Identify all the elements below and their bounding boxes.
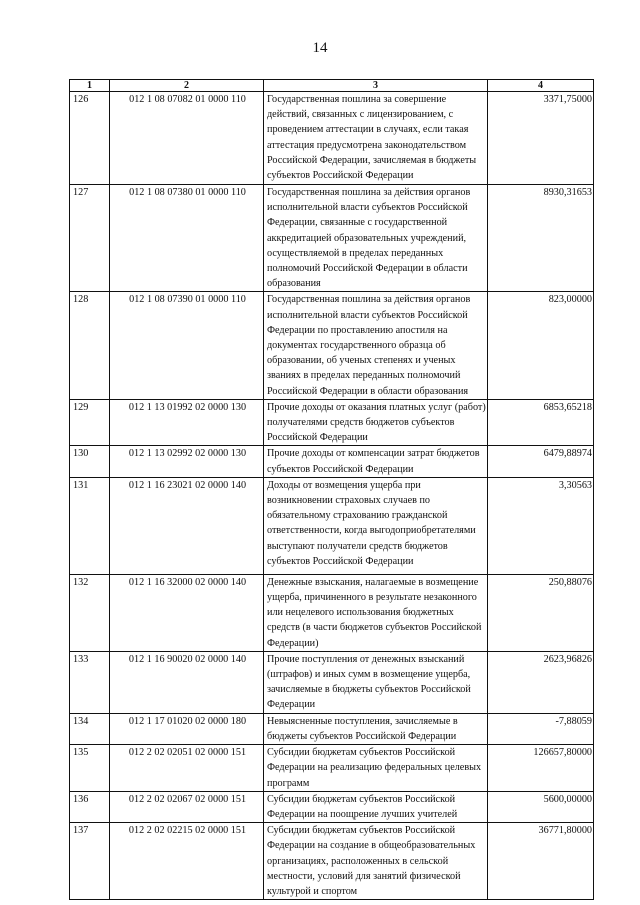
- amount: 6479,88974: [488, 446, 594, 477]
- header-col-1: 1: [70, 80, 110, 92]
- row-number: 129: [70, 399, 110, 446]
- budget-code: 012 1 13 02992 02 0000 130: [110, 446, 264, 477]
- table-row: [70, 185, 594, 292]
- table-row: [70, 651, 594, 713]
- revenue-name: Субсидии бюджетам субъектов Российской Федерации на реализацию федеральных целевых программ: [264, 745, 488, 792]
- table-row: [70, 477, 594, 574]
- table-row: [70, 574, 594, 651]
- row-number: 131: [70, 477, 110, 574]
- table-row: [70, 399, 594, 446]
- revenue-name: Государственная пошлина за действия органов исполнительной власти субъектов Российской Федерации по проставлению апостиля на документах государственного образца об образовании, об ученых степенях и ученых званиях в пределах переданных полномочий Российской Федерации в области образования: [264, 292, 488, 399]
- row-number: 134: [70, 713, 110, 744]
- budget-code: 012 1 16 32000 02 0000 140: [110, 574, 264, 651]
- table-row: [70, 713, 594, 744]
- amount: 3371,75000: [488, 92, 594, 185]
- revenue-name: Доходы от возмещения ущерба при возникновении страховых случаев по обязательному страхованию гражданской ответственности, когда выгодоприобретателями выступают получатели средств бюджетов субъектов Российской Федерации: [264, 477, 488, 574]
- amount: -7,88059: [488, 713, 594, 744]
- revenue-name: Прочие поступления от денежных взысканий (штрафов) и иных сумм в возмещение ущерба, зачисляемые в бюджеты субъектов Российской Федерации: [264, 651, 488, 713]
- amount: 3,30563: [488, 477, 594, 574]
- header-row: [70, 80, 594, 92]
- row-number: 130: [70, 446, 110, 477]
- amount: 823,00000: [488, 292, 594, 399]
- revenue-name: Прочие доходы от оказания платных услуг (работ) получателями средств бюджетов субъектов Российской Федерации: [264, 399, 488, 446]
- budget-code: 012 1 16 23021 02 0000 140: [110, 477, 264, 574]
- revenue-name: Государственная пошлина за действия органов исполнительной власти субъектов Российской Федерации, связанные с государственной аккредитацией образовательных учреждений, осуществляемой в пределах переданных полномочий Российской Федерации в области образования: [264, 185, 488, 292]
- budget-code: 012 1 08 07082 01 0000 110: [110, 92, 264, 185]
- amount: 126657,80000: [488, 745, 594, 792]
- row-number: 126: [70, 92, 110, 185]
- table-body: [70, 92, 594, 900]
- budget-code: 012 1 08 07390 01 0000 110: [110, 292, 264, 399]
- amount: 8930,31653: [488, 185, 594, 292]
- budget-code: 012 1 08 07380 01 0000 110: [110, 185, 264, 292]
- row-number: 135: [70, 745, 110, 792]
- budget-code: 012 2 02 02067 02 0000 151: [110, 791, 264, 822]
- revenue-name: Денежные взыскания, налагаемые в возмещение ущерба, причиненного в результате незаконного или нецелевого использования бюджетных средств (в части бюджетов субъектов Российской Федерации): [264, 574, 488, 651]
- revenue-name: Прочие доходы от компенсации затрат бюджетов субъектов Российской Федерации: [264, 446, 488, 477]
- table-header: [70, 80, 594, 92]
- budget-code: 012 1 17 01020 02 0000 180: [110, 713, 264, 744]
- header-col-4: 4: [488, 80, 594, 92]
- amount: 250,88076: [488, 574, 594, 651]
- row-number: 132: [70, 574, 110, 651]
- table-row: [70, 791, 594, 822]
- row-number: 136: [70, 791, 110, 822]
- budget-revenue-table: [69, 79, 594, 900]
- header-col-3: 3: [264, 80, 488, 92]
- table-row: [70, 745, 594, 792]
- budget-code: 012 2 02 02215 02 0000 151: [110, 823, 264, 900]
- row-number: 127: [70, 185, 110, 292]
- amount: 6853,65218: [488, 399, 594, 446]
- table-row: [70, 92, 594, 185]
- budget-code: 012 1 16 90020 02 0000 140: [110, 651, 264, 713]
- page-number: 14: [312, 40, 328, 56]
- budget-code: 012 1 13 01992 02 0000 130: [110, 399, 264, 446]
- revenue-name: Невыясненные поступления, зачисляемые в бюджеты субъектов Российской Федерации: [264, 713, 488, 744]
- revenue-name: Субсидии бюджетам субъектов Российской Федерации на создание в общеобразовательных организациях, расположенных в сельской местности, условий для занятий физической культурой и спортом: [264, 823, 488, 900]
- table-row: [70, 446, 594, 477]
- budget-code: 012 2 02 02051 02 0000 151: [110, 745, 264, 792]
- row-number: 137: [70, 823, 110, 900]
- row-number: 133: [70, 651, 110, 713]
- header-col-2: 2: [110, 80, 264, 92]
- table-row: [70, 292, 594, 399]
- row-number: 128: [70, 292, 110, 399]
- amount: 2623,96826: [488, 651, 594, 713]
- amount: 5600,00000: [488, 791, 594, 822]
- revenue-name: Субсидии бюджетам субъектов Российской Федерации на поощрение лучших учителей: [264, 791, 488, 822]
- revenue-name: Государственная пошлина за совершение действий, связанных с лицензированием, с проведением аттестации в случаях, если такая аттестация предусмотрена законодательством Российской Федерации, зачисляемая в бюджеты субъектов Российской Федерации: [264, 92, 488, 185]
- table-row: [70, 823, 594, 900]
- amount: 36771,80000: [488, 823, 594, 900]
